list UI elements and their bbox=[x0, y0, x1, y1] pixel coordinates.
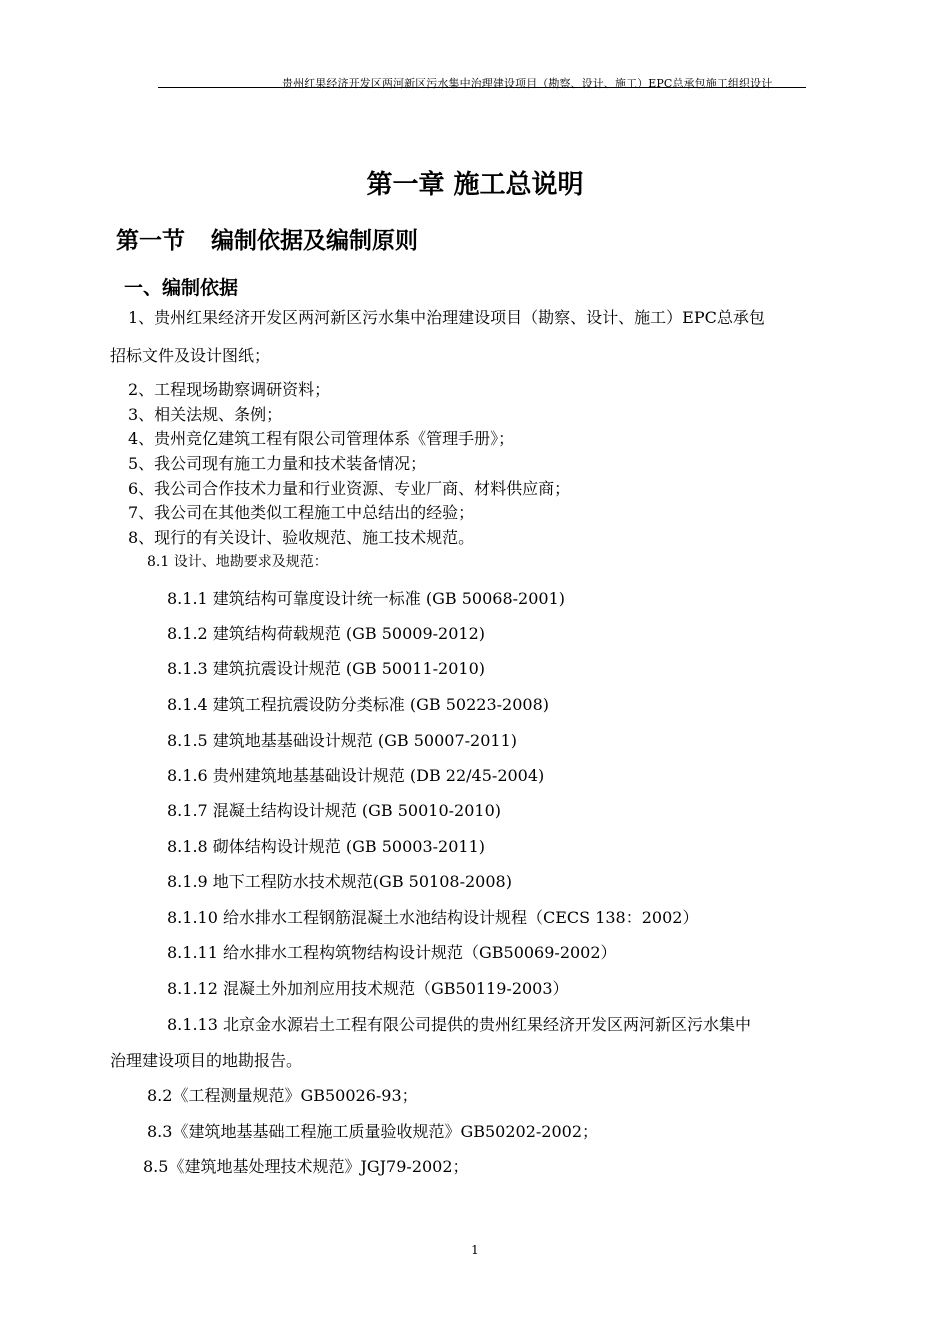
standard-item: 8.1.11 给水排水工程构筑物结构设计规范（GB50069-2002） bbox=[167, 943, 617, 962]
list-item: 8.3《建筑地基基础工程施工质量验收规范》GB50202-2002； bbox=[147, 1122, 599, 1141]
list-item: 8.5《建筑地基处理技术规范》JGJ79-2002； bbox=[143, 1157, 469, 1176]
list-item: 8.2《工程测量规范》GB50026-93； bbox=[147, 1086, 418, 1105]
standard-item: 8.1.13 北京金水源岩土工程有限公司提供的贵州红果经济开发区两河新区污水集中 bbox=[167, 1015, 751, 1034]
standard-item: 8.1.1 建筑结构可靠度设计统一标准 (GB 50068-2001) bbox=[167, 589, 566, 608]
subsection-title: 一、编制依据 bbox=[124, 277, 239, 299]
list-item: 3、相关法规、条例； bbox=[128, 405, 283, 424]
list-item-continuation: 招标文件及设计图纸； bbox=[110, 346, 271, 365]
list-item: 4、贵州竞亿建筑工程有限公司管理体系《管理手册》； bbox=[128, 429, 515, 448]
sub-heading: 8.1 设计、地勘要求及规范： bbox=[147, 554, 328, 570]
list-item: 6、我公司合作技术力量和行业资源、专业厂商、材料供应商； bbox=[128, 479, 571, 498]
section-number: 第一节 bbox=[116, 228, 185, 254]
standard-item: 8.1.6 贵州建筑地基基础设计规范 (DB 22/45-2004) bbox=[167, 766, 545, 785]
standard-item: 8.1.7 混凝土结构设计规范 (GB 50010-2010) bbox=[167, 801, 502, 820]
list-item: 7、我公司在其他类似工程施工中总结出的经验； bbox=[128, 503, 475, 522]
standard-item: 8.1.4 建筑工程抗震设防分类标准 (GB 50223-2008) bbox=[167, 695, 550, 714]
page-number: 1 bbox=[471, 1243, 479, 1257]
list-item: 8、现行的有关设计、验收规范、施工技术规范。 bbox=[128, 528, 475, 547]
header-rule bbox=[158, 87, 806, 88]
list-item: 2、工程现场勘察调研资料； bbox=[128, 380, 331, 399]
standard-item: 8.1.5 建筑地基基础设计规范 (GB 50007-2011) bbox=[167, 731, 518, 750]
standard-item: 8.1.12 混凝土外加剂应用技术规范（GB50119-2003） bbox=[167, 979, 569, 998]
list-item: 5、我公司现有施工力量和技术装备情况； bbox=[128, 454, 427, 473]
standard-item: 8.1.9 地下工程防水技术规范(GB 50108-2008) bbox=[167, 872, 512, 891]
section-title: 编制依据及编制原则 bbox=[211, 228, 418, 254]
chapter-title: 第一章 施工总说明 bbox=[366, 170, 584, 200]
standard-item: 8.1.10 给水排水工程钢筋混凝土水池结构设计规程（CECS 138：2002） bbox=[167, 908, 699, 927]
list-item: 1、贵州红果经济开发区两河新区污水集中治理建设项目（勘察、设计、施工）EPC总承包 bbox=[128, 308, 765, 327]
standard-item: 8.1.3 建筑抗震设计规范 (GB 50011-2010) bbox=[167, 659, 486, 678]
standard-item: 8.1.2 建筑结构荷载规范 (GB 50009-2012) bbox=[167, 624, 486, 643]
standard-item-continuation: 治理建设项目的地勘报告。 bbox=[110, 1051, 303, 1070]
standard-item: 8.1.8 砌体结构设计规范 (GB 50003-2011) bbox=[167, 837, 486, 856]
section-heading bbox=[116, 222, 418, 255]
running-header: 贵州红果经济开发区两河新区污水集中治理建设项目（勘察、设计、施工）EPC总承包施工组织设计 bbox=[282, 77, 773, 90]
